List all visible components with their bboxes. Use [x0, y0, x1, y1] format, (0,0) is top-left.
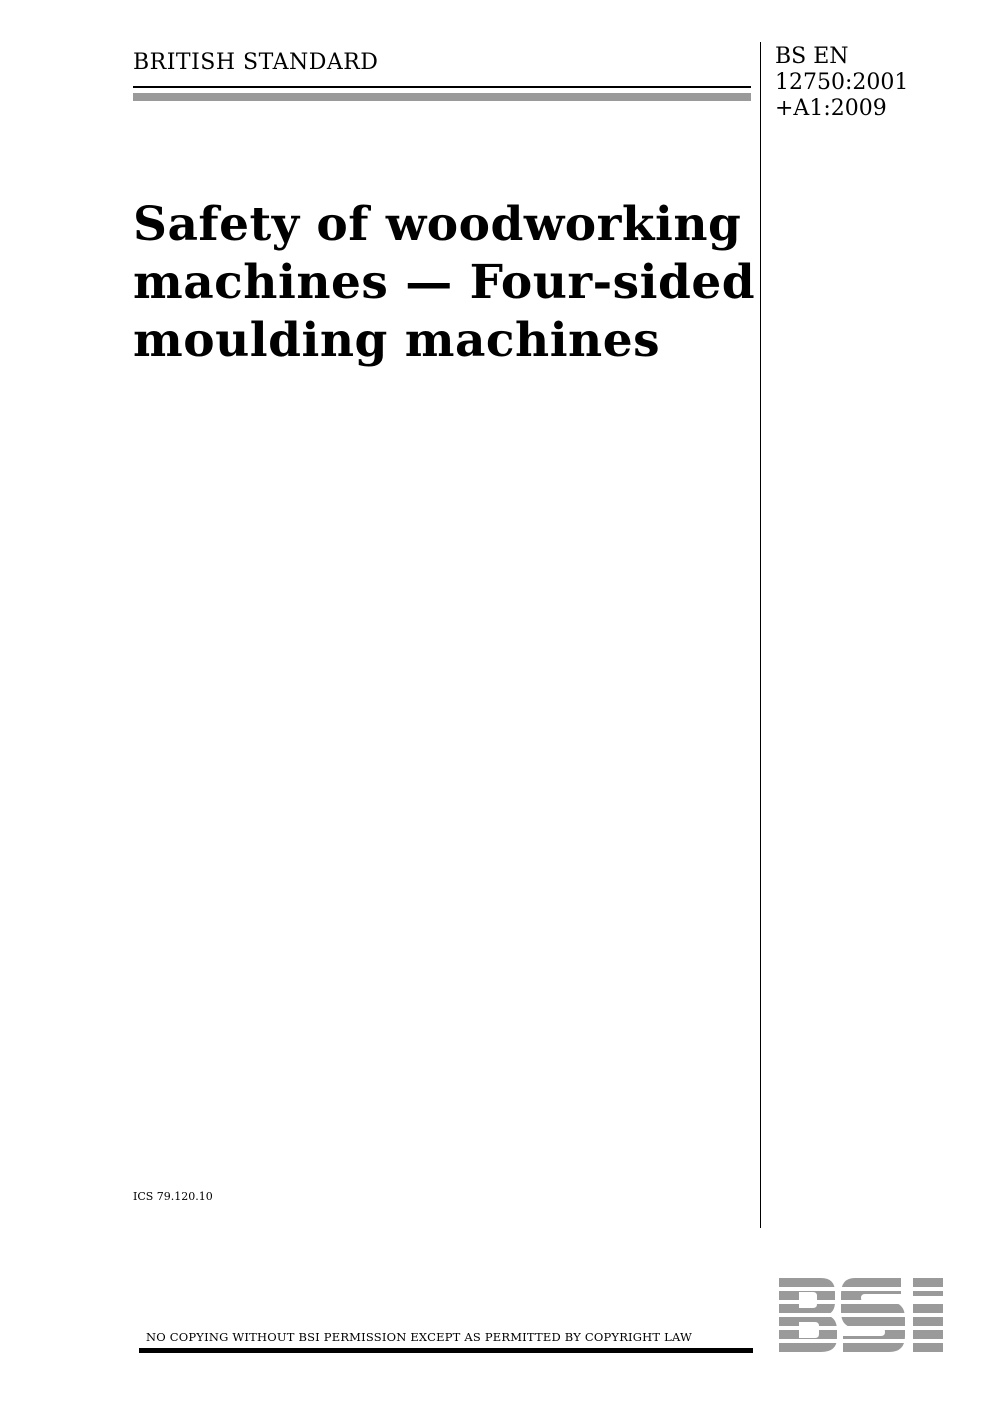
title-line: machines — Four-sided	[133, 255, 756, 310]
standard-number-line: +A1:2009	[775, 96, 887, 121]
series-label: BRITISH STANDARD	[133, 50, 379, 75]
copyright-notice: NO COPYING WITHOUT BSI PERMISSION EXCEPT AS PERMITTED BY COPYRIGHT LAW	[146, 1330, 693, 1344]
standard-number	[775, 44, 908, 122]
title-line: Safety of woodworking	[133, 197, 742, 252]
bsi-logo-icon	[777, 1278, 953, 1352]
standard-number-line: BS EN	[775, 44, 849, 69]
ics-code: ICS 79.120.10	[133, 1190, 213, 1203]
document-title	[133, 196, 756, 370]
header-rule-thin	[133, 86, 751, 88]
header-rule-grey	[133, 93, 751, 101]
standard-number-line: 12750:2001	[775, 70, 909, 95]
vertical-divider	[760, 42, 761, 1228]
footer-rule	[139, 1348, 753, 1353]
title-line: moulding machines	[133, 313, 661, 368]
